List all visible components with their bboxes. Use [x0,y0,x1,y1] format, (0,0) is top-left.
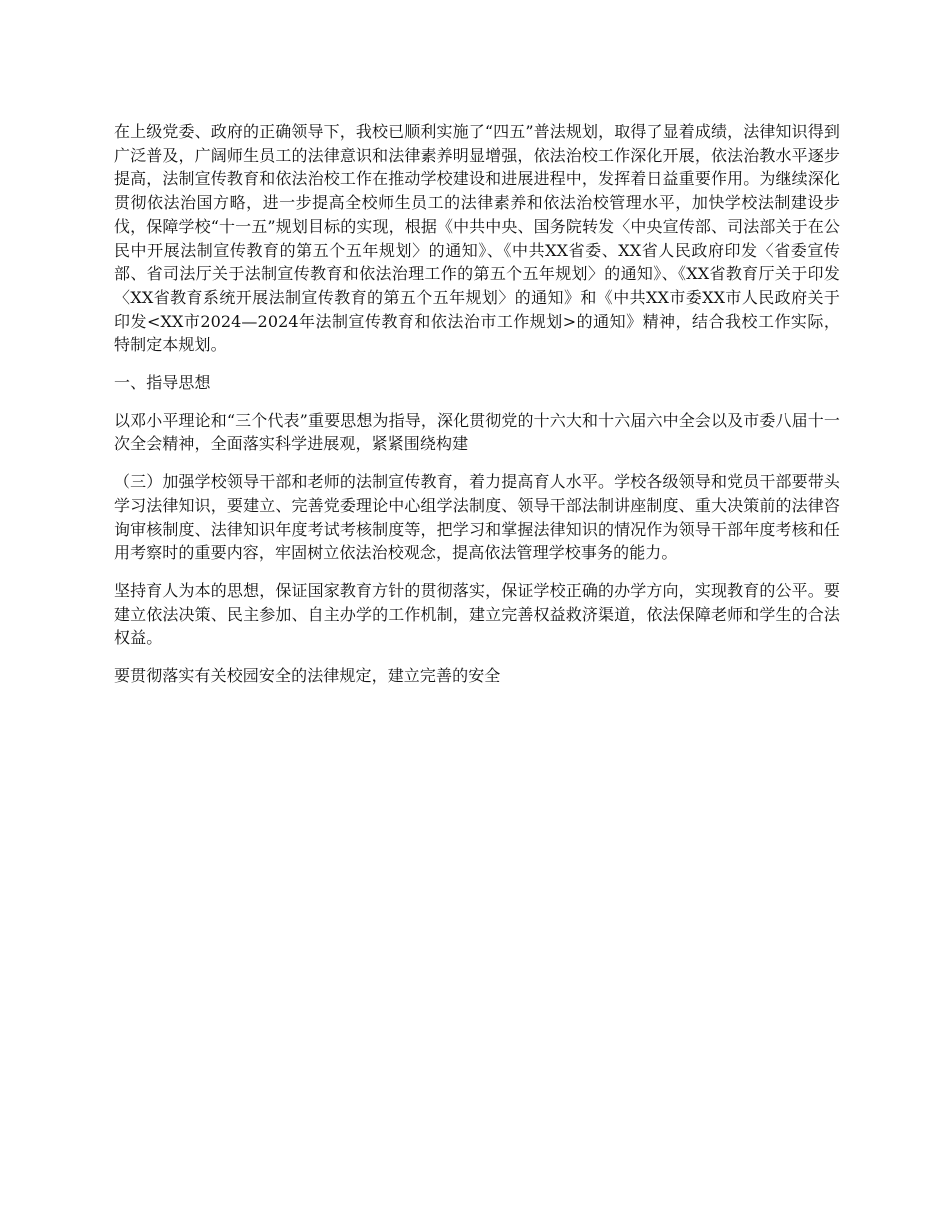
education-principle-paragraph: 坚持育人为本的思想，保证国家教育方针的贯彻落实，保证学校正确的办学方向，实现教育的公平。要建立依法决策、民主参加、自主办学的工作机制，建立完善权益救济渠道，依法保障老师和学生的合法权益。 [114,580,840,648]
guiding-ideology-paragraph: 以邓小平理论和“三个代表”重要思想为指导，深化贯彻党的十六大和十六届六中全会以及市委八届十一次全会精神，全面落实科学进展观，紧紧围绕构建 [114,410,840,454]
intro-paragraph: 在上级党委、政府的正确领导下，我校已顺利实施了“四五”普法规划，取得了显着成绩，法律知识得到广泛普及，广阔师生员工的法律意识和法律素养明显增强，依法治校工作深化开展，依法治教水平逐步提高，法制宣传教育和依法治校工作在推动学校建设和进展进程中，发挥着日益重要作用。为继续深化贯彻依法治国方略，进一步提高全校师生员工的法律素养和依法治校管理水平，加快学校法制建设步伐，保障学校“十一五”规划目标的实现，根据《中共中央、国务院转发〈中央宣传部、司法部关于在公民中开展法制宣传教育的第五个五年规划〉的通知》、《中共XX省委、XX省人民政府印发〈省委宣传部、省司法厅关于法制宣传教育和依法治理工作的第五个五年规划〉的通知》、《XX省教育厅关于印发〈XX省教育系统开展法制宣传教育的第五个五年规划〉的通知》和《中共XX市委XX市人民政府关于印发<XX市2024—2024年法制宣传教育和依法治市工作规划>的通知》精神，结合我校工作实际，特制定本规划。 [114,122,840,355]
document-body [114,120,840,702]
section-heading-guiding-ideology: 一、指导思想 [114,373,211,393]
campus-safety-paragraph: 要贯彻落实有关校园安全的法律规定，建立完善的安全 [114,666,501,686]
leadership-education-paragraph: （三）加强学校领导干部和老师的法制宣传教育，着力提高育人水平。学校各级领导和党员干部要带头学习法律知识，要建立、完善党委理论中心组学法制度、领导干部法制讲座制度、重大决策前的法律咨询审核制度、法律知识年度考试考核制度等，把学习和掌握法律知识的情况作为领导干部年度考核和任用考察时的重要内容，牢固树立依法治校观念，提高依法管理学校事务的能力。 [114,472,840,563]
